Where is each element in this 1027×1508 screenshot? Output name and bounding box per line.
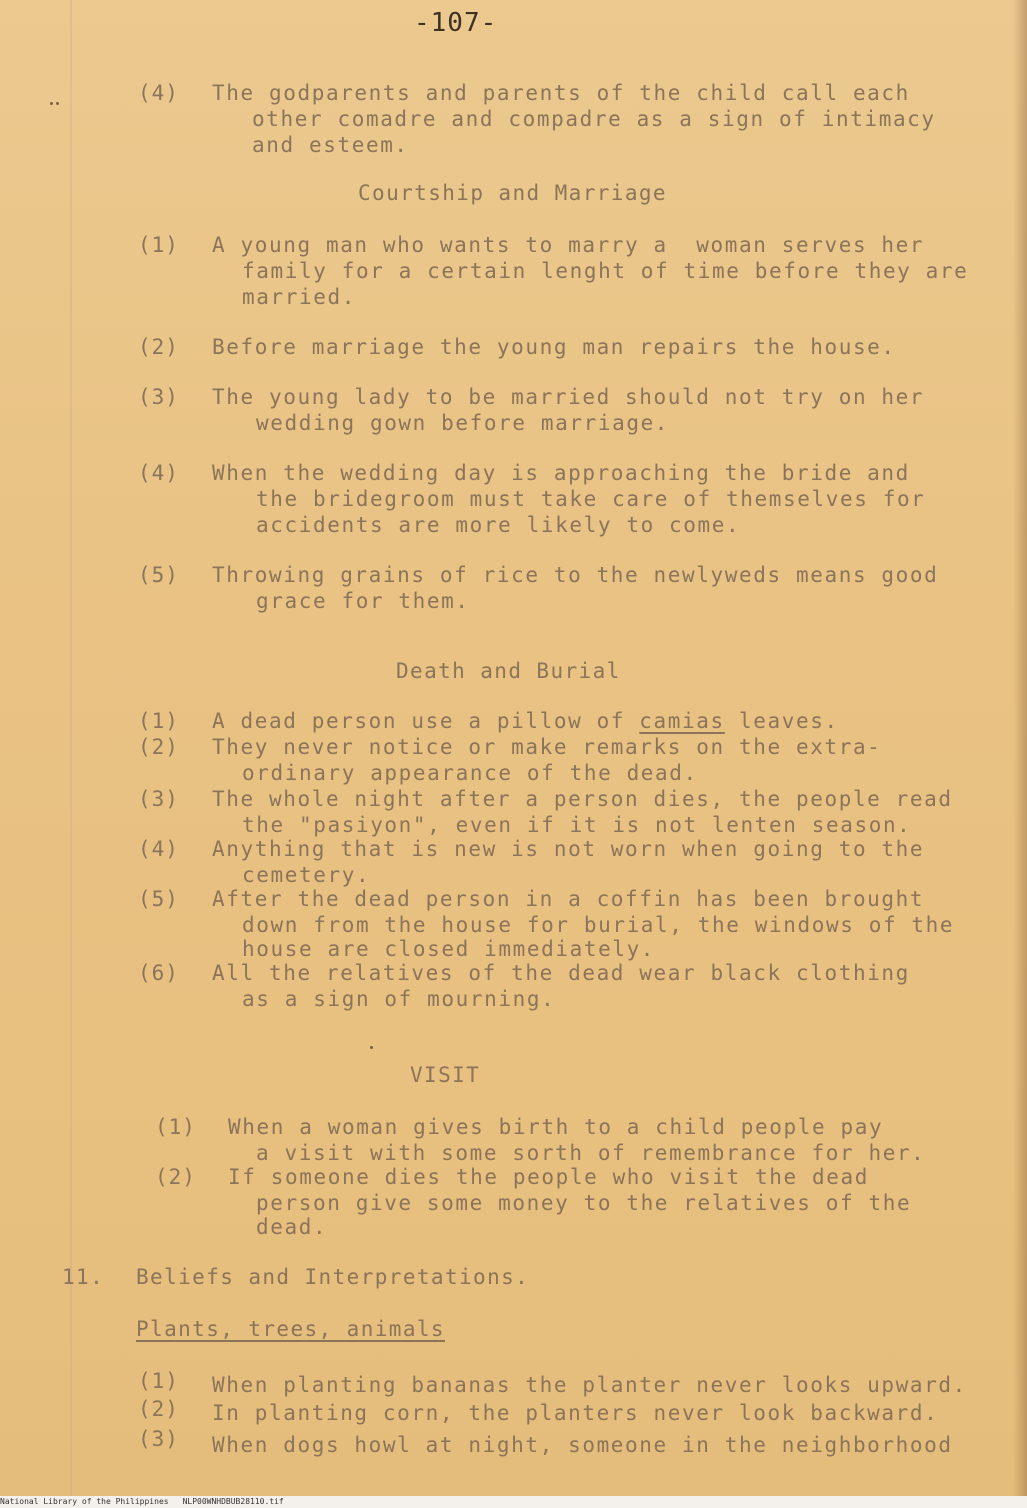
text-fragment: A dead person use a pillow of: [212, 709, 640, 733]
item-number: (1): [138, 1369, 179, 1393]
section-heading-death: Death and Burial: [396, 659, 621, 683]
item-number: (2): [155, 1165, 196, 1189]
section-number: 11.: [62, 1265, 105, 1289]
text-line: married.: [242, 285, 356, 309]
margin-mark: [50, 102, 53, 105]
text-line: When a woman gives birth to a child people pay: [228, 1115, 884, 1139]
item-number: (3): [138, 385, 179, 409]
margin-mark: [56, 102, 59, 105]
item-number: (4): [138, 81, 179, 105]
text-line: other comadre and compadre as a sign of intimacy: [252, 107, 936, 131]
item-number: (5): [138, 887, 179, 911]
page-edge-shadow: [1013, 0, 1027, 1496]
file-name: NLP00WNHDBUB28110.tif: [182, 1497, 284, 1506]
scan-footer-text: [0, 1496, 298, 1508]
text-line: cemetery.: [242, 863, 371, 887]
item-number: (1): [155, 1115, 196, 1139]
item-number: (1): [138, 233, 179, 257]
subsection-heading: Plants, trees, animals: [136, 1317, 445, 1341]
text-line: ordinary appearance of the dead.: [242, 761, 698, 785]
text-line: Throwing grains of rice to the newlyweds means good: [212, 563, 939, 587]
text-line: accidents are more likely to come.: [256, 513, 741, 537]
text-line: The young lady to be married should not try on her: [212, 385, 925, 409]
text-line: In planting corn, the planters never look backward.: [212, 1401, 939, 1425]
page-number: -107-: [414, 8, 498, 38]
text-line: The whole night after a person dies, the people read: [212, 787, 953, 811]
text-line: A young man who wants to marry a woman serves her: [212, 233, 925, 257]
item-number: (2): [138, 1397, 179, 1421]
item-number: (5): [138, 563, 179, 587]
text-line: Anything that is new is not worn when going to the: [212, 837, 925, 861]
item-number: (4): [138, 461, 179, 485]
text-line: house are closed immediately.: [242, 937, 656, 961]
text-line: When dogs howl at night, someone in the neighborhood: [212, 1433, 953, 1457]
text-line: dead.: [256, 1215, 328, 1239]
item-number: (1): [138, 709, 179, 733]
item-number: (2): [138, 335, 179, 359]
text-line: and esteem.: [252, 133, 409, 157]
item-number: (3): [138, 787, 179, 811]
item-number: (4): [138, 837, 179, 861]
item-number: (6): [138, 961, 179, 985]
text-line: grace for them.: [256, 589, 470, 613]
text-line: When the wedding day is approaching the bride and: [212, 461, 910, 485]
item-number: (2): [138, 735, 179, 759]
text-line: All the relatives of the dead wear black clothing: [212, 961, 910, 985]
text-line: person give some money to the relatives of the: [256, 1191, 912, 1215]
text-fragment: leaves.: [724, 709, 839, 733]
section-title-beliefs: Beliefs and Interpretations.: [136, 1265, 530, 1289]
text-line: a visit with some sorth of remembrance for her.: [256, 1141, 926, 1165]
ink-speck: [370, 1046, 373, 1049]
text-line: family for a certain lenght of time before they are: [242, 259, 969, 283]
text-line: After the dead person in a coffin has been brought: [212, 887, 925, 911]
item-number: (3): [138, 1427, 179, 1451]
text-line: as a sign of mourning.: [242, 987, 556, 1011]
text-line: When planting bananas the planter never looks upward.: [212, 1373, 967, 1397]
text-line: They never notice or make remarks on the extra-: [212, 735, 882, 759]
library-name: National Library of the Philippines: [0, 1497, 169, 1506]
text-line: [212, 708, 839, 734]
text-line: down from the house for burial, the windows of the: [242, 913, 955, 937]
section-heading-visit: VISIT: [410, 1063, 481, 1087]
text-line: Before marriage the young man repairs the house.: [212, 335, 896, 359]
text-line: wedding gown before marriage.: [256, 411, 670, 435]
text-line: the "pasiyon", even if it is not lenten season.: [242, 813, 912, 837]
text-line: The godparents and parents of the child call each: [212, 81, 910, 105]
section-heading-courtship: Courtship and Marriage: [358, 181, 667, 205]
text-line: the bridegroom must take care of themselves for: [256, 487, 926, 511]
text-line: If someone dies the people who visit the dead: [228, 1165, 869, 1189]
underlined-term: camias: [639, 709, 725, 733]
